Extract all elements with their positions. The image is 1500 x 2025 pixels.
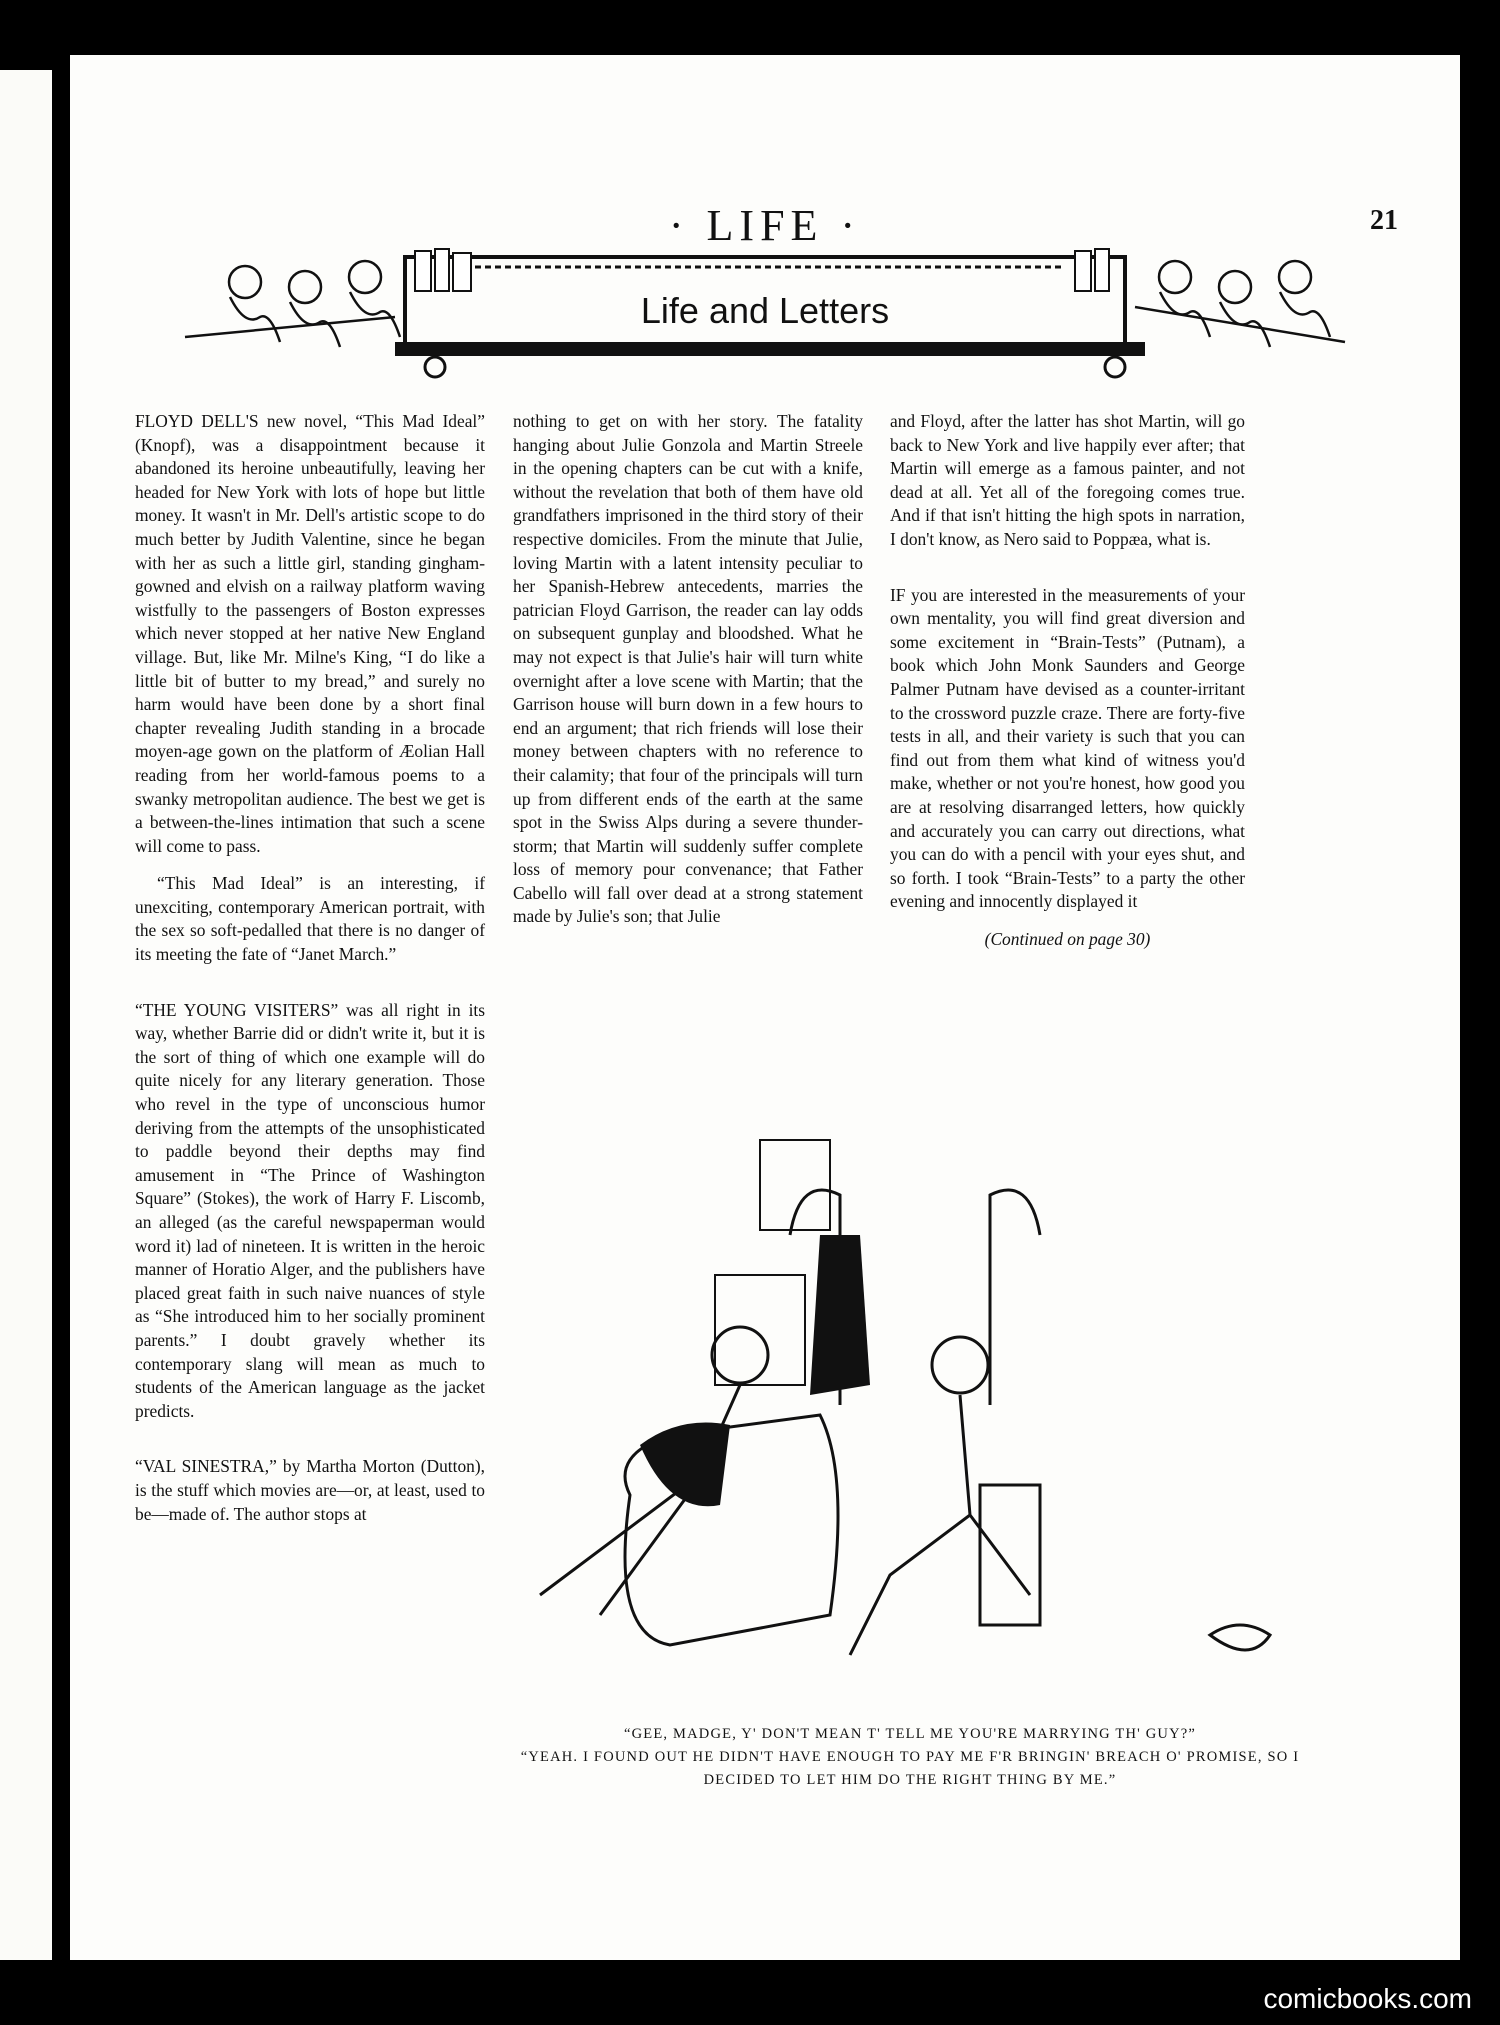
review-floyd-dell-cont: “This Mad Ideal” is an interesting, if unexciting, contemporary American portrait, with the sex so soft-pedalled that there is no danger of its meeting the fate of “Janet March.” xyxy=(135,873,485,965)
section-title: Life and Letters xyxy=(640,290,890,331)
magazine-page xyxy=(70,55,1460,1960)
review-val-sinestra: “VAL SINESTRA,” by Martha Morton (Dutton), is the stuff which movies are—or, at least, used to be—made of. The author stops at xyxy=(135,1456,485,1524)
article-column-1 xyxy=(135,410,485,1540)
review-brain-tests: IF you are interested in the measurements of your own mentality, you will find great diversion and some excitement in “Brain-Tests” (Putnam), a book which John Monk Saunders and George Palmer Putnam have devised as a counter-irritant to the crossword puzzle craze. There are forty-five tests in all, and their variety is such that you can find out from them what kind of witness you'd make, whether or not you're honest, how good you are at resolving disarranged letters, how quickly and accurately you can carry out directions, what you can do with a pencil with your eyes shut, and so forth. I took “Brain-Tests” to a party the other evening and innocently displayed it xyxy=(890,584,1245,912)
review-young-visiters: “THE YOUNG VISITERS” was all right in its way, whether Barrie did or didn't write it, but it is the sort of thing of which one example will do quite nicely for any literary generation. Those who revel in the type of unconscious humor deriving from the attempts of the unsophisticated to paddle beyond their depths may find amusement in “The Prince of Washington Square” (Stokes), the work of Harry F. Liscomb, an alleged (as the careful newspaperman would word it) lad of nineteen. It is written in the heroic manner of Horatio Alger, and the publishers have placed great faith in such naive nuances of style as “She introduced him to her socially prominent parents.” I doubt gravely whether its contemporary slang will mean as much to students of the American language as the jacket predicts. xyxy=(135,999,485,1421)
caption-line-1: “GEE, MADGE, Y' DON'T MEAN T' TELL ME YOU'RE MARRYING TH' GUY?” xyxy=(623,1726,1197,1742)
masthead: · LIFE · xyxy=(668,201,862,250)
adjacent-page-edge xyxy=(0,70,52,1960)
continued-note: (Continued on page 30) xyxy=(984,928,1151,949)
watermark-text: comicbooks.com xyxy=(1263,1983,1472,2014)
review-floyd-dell: FLOYD DELL'S new novel, “This Mad Ideal” (Knopf), was a disappointment because it abandoned its heroine unbeautifully, leaving her headed for New York with lots of hope but little money. It wasn't in Mr. Dell's artistic scope to do much better by Judith Valentine, since he began with her as such a little girl, standing gingham-gowned and elvish on a railway platform waving wistfully to the passengers of Boston expresses which never stopped at her native New England village. But, like Mr. Milne's King, “I do like a little bit of butter to my bread,” and surely no harm would have been done by a short final chapter revealing Judith standing in a brocade moyen-age gown on the platform of Æolian Hall reading from her world-famous poems to a swanky metropolitan audience. The best we get is a between-the-lines intimation that such a scene will come to pass. xyxy=(135,411,485,856)
caption-line-2: “YEAH. I FOUND OUT HE DIDN'T HAVE ENOUGH TO PAY ME F'R BRINGIN' BREACH O' PROMISE, SO I DECIDED TO LET HIM DO THE RIGHT THING BY ME.” xyxy=(520,1749,1300,1788)
page-number: 21 xyxy=(1370,205,1398,236)
cartoon-illustration xyxy=(510,1115,1330,1715)
cartoon-caption xyxy=(490,1723,1330,1792)
review-val-sinestra-cont: nothing to get on with her story. The fatality hanging about Julie Gonzola and Martin Streele in the opening chapters can be cut with a knife, without the revelation that both of them have old grandfathers imprisoned in the third story of their respective domiciles. From the minute that Julie, loving Martin with a latent intensity peculiar to her Spanish-Hebrew antecedents, marries the patrician Floyd Garrison, the reader can lay odds on subsequent gunplay and bloodshed. What he may not expect is that Julie's hair will turn white overnight after a love scene with Martin; that the Garrison house will burn down in a few hours to end an argument; that rich friends will lose their money between chapters with no reference to their calamity; that four of the principals will turn up from different ends of the earth at the same spot in the Swiss Alps during a severe thunder-storm; that Martin will suddenly suffer complete loss of memory pour convenance; that Father Cabello will fall over dead at a strong statement made by Julie's son; that Julie xyxy=(513,411,863,927)
article-column-2 xyxy=(513,410,863,943)
article-column-3 xyxy=(890,410,1245,951)
review-val-sinestra-end: and Floyd, after the latter has shot Martin, will go back to New York and live happily ever after; that Martin will emerge as a famous painter, and not dead at all. Yet all of the foregoing comes true. And if that isn't hitting the high spots in narration, I don't know, as Nero said to Poppæa, what is. xyxy=(890,411,1245,549)
